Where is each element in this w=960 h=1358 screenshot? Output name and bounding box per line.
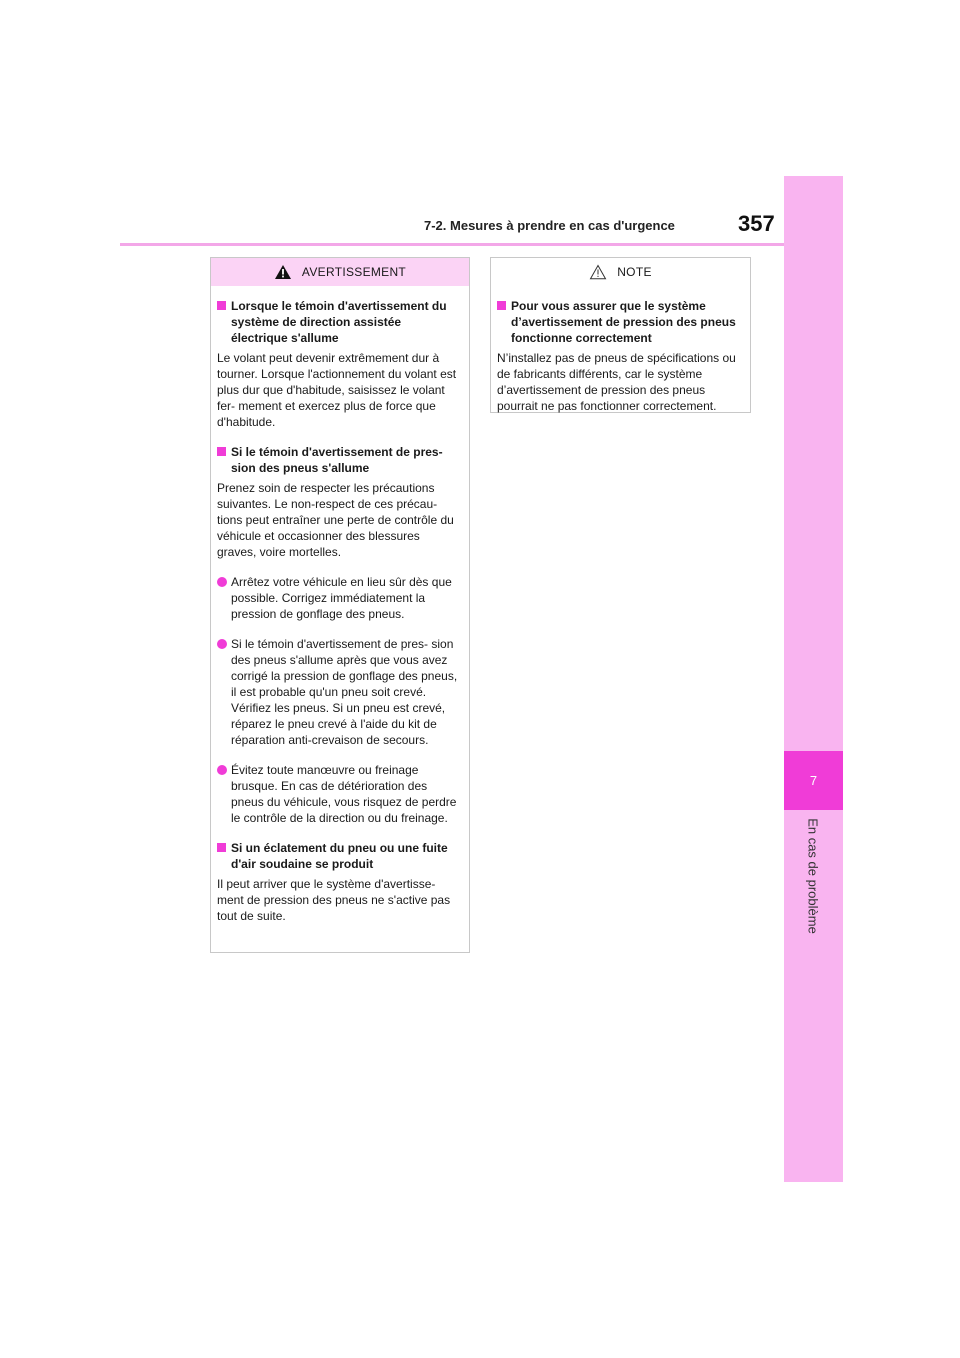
chapter-number: 7: [809, 773, 818, 788]
round-bullet-icon: [217, 577, 227, 587]
warning-section-heading: Si un éclatement du pneu ou une fuite d'air soudaine se produit: [217, 840, 461, 872]
side-tab: [784, 176, 843, 1182]
square-bullet-icon: [217, 301, 226, 310]
warning-section-heading: Si le témoin d'avertissement de pres- sion des pneus s'allume: [217, 444, 461, 476]
warning-triangle-icon: [274, 264, 292, 280]
warning-bullet-item: Évitez toute manœuvre ou freinage brusque. En cas de détérioration des pneus du véhicule, vous risquez de perdre le contrôle de la direction ou du freinage.: [217, 762, 461, 826]
square-bullet-icon: [217, 447, 226, 456]
square-bullet-icon: [497, 301, 506, 310]
warning-bullet-item: Si le témoin d'avertissement de pres- sion des pneus s'allume après que vous avez corrigé la pression de gonflage des pneus, il est probable qu'un pneu soit crevé. Vérifiez les pneus. Si un pneu est crevé, réparez le pneu crevé à l'aide du kit de réparation anti-crevaison de secours.: [217, 636, 461, 748]
warning-section-paragraph: Il peut arriver que le système d'avertisse- ment de pression des pneus ne s'active pas tout de suite.: [217, 877, 451, 923]
warning-box-title: AVERTISSEMENT: [301, 265, 407, 279]
caution-triangle-outline-icon: [589, 264, 607, 280]
warning-section-paragraph: Le volant peut devenir extrêmement dur à tourner. Lorsque l'actionnement du volant est plus dur que d'habitude, saisissez le volant fer- mement et exercez plus de force que d'habitude.: [217, 351, 457, 429]
page-number: 357: [738, 211, 775, 236]
round-bullet-icon: [217, 639, 227, 649]
warning-bullet-item: Arrêtez votre véhicule en lieu sûr dès que possible. Corrigez immédiatement la pression de gonflage des pneus.: [217, 574, 461, 622]
round-bullet-icon: [217, 765, 227, 775]
note-box: [490, 257, 751, 413]
warning-box-header: [211, 258, 469, 286]
warning-box: [210, 257, 470, 953]
note-box-title: NOTE: [617, 265, 652, 279]
note-box-header: [491, 258, 750, 286]
chapter-label: En cas de problème: [805, 818, 821, 934]
section-title: 7-2. Mesures à prendre en cas d'urgence: [424, 218, 675, 233]
square-bullet-icon: [217, 843, 226, 852]
header-rule: [120, 243, 784, 246]
note-section-paragraph: N’installez pas de pneus de spécifications ou de fabricants différents, car le système d’avertissement de pression des pneus pourrait ne pas fonctionner correctement.: [497, 351, 736, 413]
note-section-heading: Pour vous assurer que le système d’avertissement de pression des pneus fonctionne correctement: [497, 298, 742, 346]
chapter-number-box: [784, 751, 843, 810]
warning-section-paragraph: Prenez soin de respecter les précautions suivantes. Le non-respect de ces précau- tions peut entraîner une perte de contrôle du véhicule et occasionner des blessures graves, voire mortelles.: [217, 481, 454, 559]
warning-section-heading: Lorsque le témoin d'avertissement du système de direction assistée électrique s'allume: [217, 298, 461, 346]
